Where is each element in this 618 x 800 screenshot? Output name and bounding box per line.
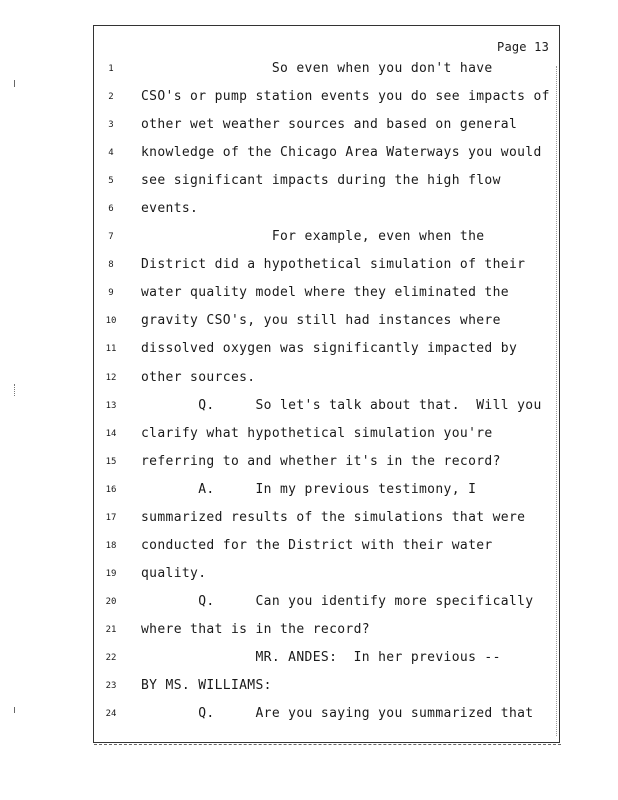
transcript-line — [94, 651, 559, 679]
scan-mark — [14, 80, 15, 87]
line-number: 15 — [105, 456, 117, 467]
line-number: 10 — [105, 316, 117, 327]
scan-mark — [14, 384, 16, 396]
line-number: 7 — [108, 232, 114, 243]
line-text: CSO's or pump station events you do see impacts of — [141, 89, 550, 105]
line-text: other sources. — [141, 369, 256, 385]
line-text: District did a hypothetical simulation of their — [141, 257, 526, 273]
line-number: 1 — [108, 64, 114, 74]
transcript-line — [94, 567, 559, 595]
transcript-line — [94, 483, 559, 511]
transcript-line — [94, 286, 559, 314]
transcript-line — [94, 539, 559, 567]
transcript-line — [94, 511, 559, 539]
line-text: referring to and whether it's in the record? — [141, 453, 501, 469]
page-number: Page 13 — [497, 40, 549, 54]
transcript-line — [94, 230, 559, 258]
line-text: Q. Are you saying you summarized that — [141, 706, 534, 722]
line-number: 23 — [105, 681, 117, 692]
transcript-lines — [94, 62, 559, 735]
transcript-line — [94, 90, 559, 118]
line-text: MR. ANDES: In her previous -- — [141, 649, 501, 665]
line-number: 6 — [108, 204, 114, 215]
line-text: clarify what hypothetical simulation you're — [141, 425, 493, 441]
line-text: where that is in the record? — [141, 621, 370, 637]
line-number: 4 — [108, 148, 114, 159]
line-number: 16 — [105, 484, 117, 495]
line-text: Q. Can you identify more specifically — [141, 593, 534, 609]
line-text: So even when you don't have — [141, 61, 493, 76]
transcript-line — [94, 258, 559, 286]
transcript-line — [94, 314, 559, 342]
line-number: 5 — [108, 176, 114, 187]
line-text: For example, even when the — [141, 229, 485, 245]
line-text: conducted for the District with their water — [141, 537, 493, 553]
line-text: BY MS. WILLIAMS: — [141, 678, 272, 694]
transcript-line — [94, 427, 559, 455]
transcript-line — [94, 174, 559, 202]
line-number: 11 — [105, 344, 117, 355]
line-number: 14 — [105, 428, 117, 439]
transcript-line — [94, 62, 559, 90]
line-text: summarized results of the simulations that were — [141, 509, 526, 525]
line-number: 17 — [105, 512, 117, 523]
transcript-line — [94, 455, 559, 483]
line-number: 13 — [105, 400, 117, 411]
line-number: 9 — [108, 288, 114, 299]
line-text: Q. So let's talk about that. Will you — [141, 397, 542, 413]
transcript-line — [94, 623, 559, 651]
scan-mark — [14, 707, 15, 713]
line-number: 24 — [105, 709, 117, 720]
transcript-line — [94, 146, 559, 174]
line-text: dissolved oxygen was significantly impacted by — [141, 341, 518, 357]
transcript-line — [94, 399, 559, 427]
line-text: see significant impacts during the high flow — [141, 173, 501, 189]
line-number: 12 — [105, 372, 117, 383]
line-number: 19 — [105, 568, 117, 579]
line-text: other wet weather sources and based on general — [141, 117, 518, 133]
line-number: 3 — [108, 120, 114, 131]
transcript-line — [94, 679, 559, 707]
line-number: 8 — [108, 260, 114, 271]
line-number: 21 — [105, 624, 117, 635]
line-text: knowledge of the Chicago Area Waterways you would — [141, 145, 542, 161]
transcript-line — [94, 595, 559, 623]
transcript-line — [94, 118, 559, 146]
line-text: events. — [141, 201, 199, 217]
transcript-line — [94, 202, 559, 230]
transcript-line — [94, 342, 559, 370]
line-text: A. In my previous testimony, I — [141, 481, 477, 497]
line-number: 2 — [108, 92, 114, 103]
transcript-page — [93, 25, 560, 743]
line-number: 20 — [105, 596, 117, 607]
line-text: quality. — [141, 565, 207, 581]
transcript-line — [94, 371, 559, 399]
line-text: water quality model where they eliminated the — [141, 285, 509, 301]
line-number: 18 — [105, 540, 117, 551]
line-number: 22 — [105, 652, 117, 663]
line-text: gravity CSO's, you still had instances where — [141, 313, 501, 329]
transcript-line — [94, 707, 559, 735]
